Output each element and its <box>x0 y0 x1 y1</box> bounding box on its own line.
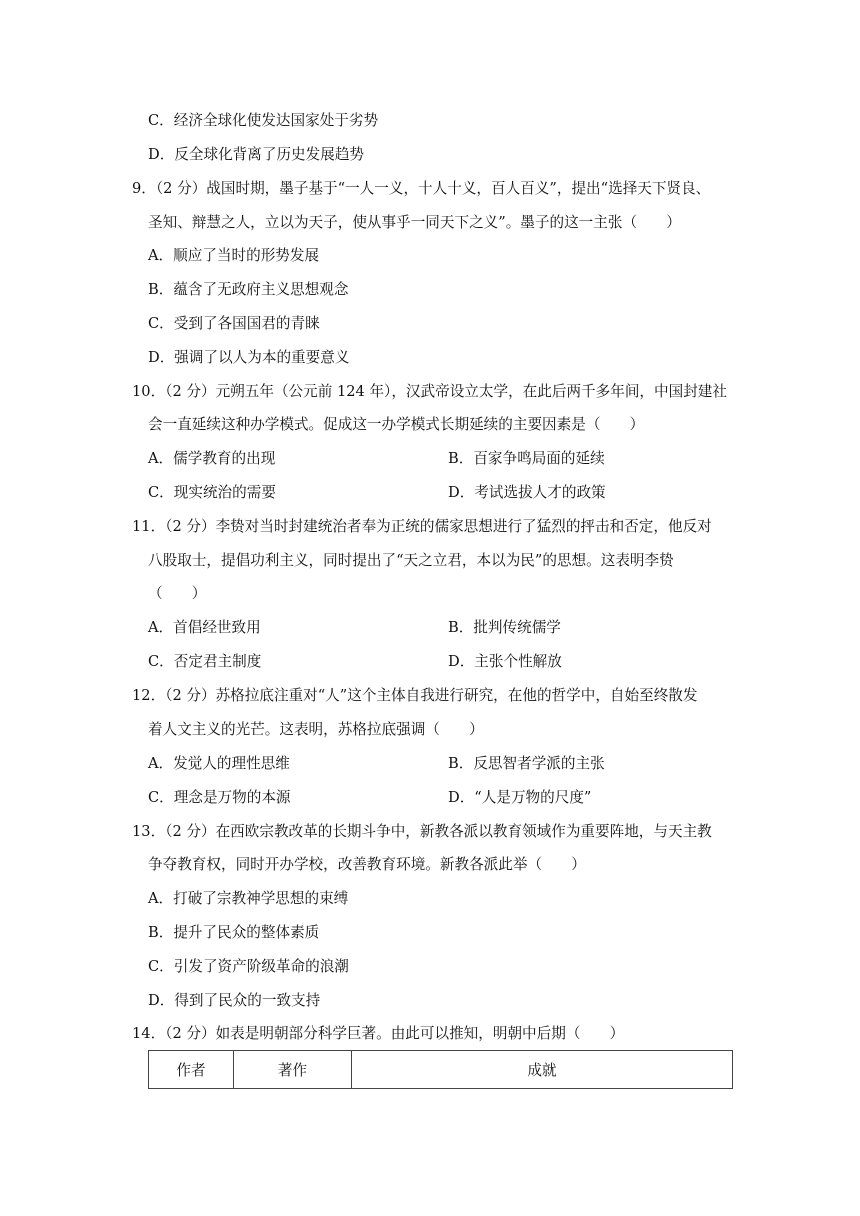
q13-option-a: A．打破了宗教神学思想的束缚 <box>148 890 349 907</box>
q14-table <box>148 1050 733 1089</box>
q11-option-a: A．首倡经世致用 <box>148 619 261 636</box>
q13-stem-line-1: 13．（2 分）在西欧宗教改革的长期斗争中，新教各派以教育领域作为重要阵地，与天主教 <box>132 823 712 840</box>
q14-stem: 14．（2 分）如表是明朝部分科学巨著。由此可以推知，明朝中后期（ ） <box>132 1025 625 1042</box>
q10-option-d: D．考试选拔人才的政策 <box>448 484 606 501</box>
q10-stem-line-1: 10．（2 分）元朔五年（公元前 124 年），汉武帝设立太学，在此后两千多年间，中国封建社 <box>132 383 727 400</box>
q11-stem-line-2: 八股取士，提倡功利主义，同时提出了“天之立君，本以为民”的思想。这表明李贽 <box>148 552 674 569</box>
table-header-author: 作者 <box>149 1051 234 1089</box>
q13-option-b: B．提升了民众的整体素质 <box>148 924 320 941</box>
q13-stem-line-2: 争夺教育权，同时开办学校，改善教育环境。新教各派此举（ ） <box>148 856 586 873</box>
table-header-row <box>149 1051 733 1089</box>
q12-stem-line-2: 着人文主义的光芒。这表明，苏格拉底强调（ ） <box>148 721 484 738</box>
q10-stem-line-2: 会一直延续这种办学模式。促成这一办学模式长期延续的主要因素是（ ） <box>148 416 645 433</box>
q9-option-c: C．受到了各国国君的青睐 <box>148 315 320 332</box>
q9-stem-line-1: 9．（2 分）战国时期，墨子基于“一人一义，十人十义，百人百义”，提出“选择天下贤良、 <box>132 180 711 197</box>
q11-option-c: C．否定君主制度 <box>148 653 262 670</box>
q11-stem-line-1: 11．（2 分）李贽对当时封建统治者奉为正统的儒家思想进行了猛烈的抨击和否定，他反对 <box>132 518 712 535</box>
q13-option-d: D．得到了民众的一致支持 <box>148 992 321 1009</box>
q8-option-c: C．经济全球化使发达国家处于劣势 <box>148 112 379 129</box>
q11-option-b: B．批判传统儒学 <box>448 619 561 636</box>
q9-option-a: A．顺应了当时的形势发展 <box>148 247 320 264</box>
q10-option-a: A．儒学教育的出现 <box>148 450 276 467</box>
q12-option-d: D．“人是万物的尺度” <box>448 789 592 806</box>
q8-option-d: D．反全球化背离了历史发展趋势 <box>148 146 365 163</box>
q13-option-c: C．引发了资产阶级革命的浪潮 <box>148 958 349 975</box>
q9-stem-line-2: 圣知、辩慧之人，立以为天子，使从事乎一同天下之义”。墨子的这一主张（ ） <box>148 214 681 231</box>
q12-option-c: C．理念是万物的本源 <box>148 789 291 806</box>
q12-option-b: B．反思智者学派的主张 <box>448 755 605 772</box>
table-header-achievement: 成就 <box>352 1051 733 1089</box>
q10-option-b: B．百家争鸣局面的延续 <box>448 450 605 467</box>
q12-stem-line-1: 12．（2 分）苏格拉底注重对“人”这个主体自我进行研究，在他的哲学中，自始至终散发 <box>132 687 698 704</box>
q9-option-b: B．蕴含了无政府主义思想观念 <box>148 281 349 298</box>
q11-option-d: D．主张个性解放 <box>448 653 562 670</box>
q10-option-c: C．现实统治的需要 <box>148 484 276 501</box>
q11-stem-line-3: （ ） <box>148 585 207 602</box>
table-header-work: 著作 <box>234 1051 352 1089</box>
q12-option-a: A．发觉人的理性思维 <box>148 755 290 772</box>
q9-option-d: D．强调了以人为本的重要意义 <box>148 349 350 366</box>
